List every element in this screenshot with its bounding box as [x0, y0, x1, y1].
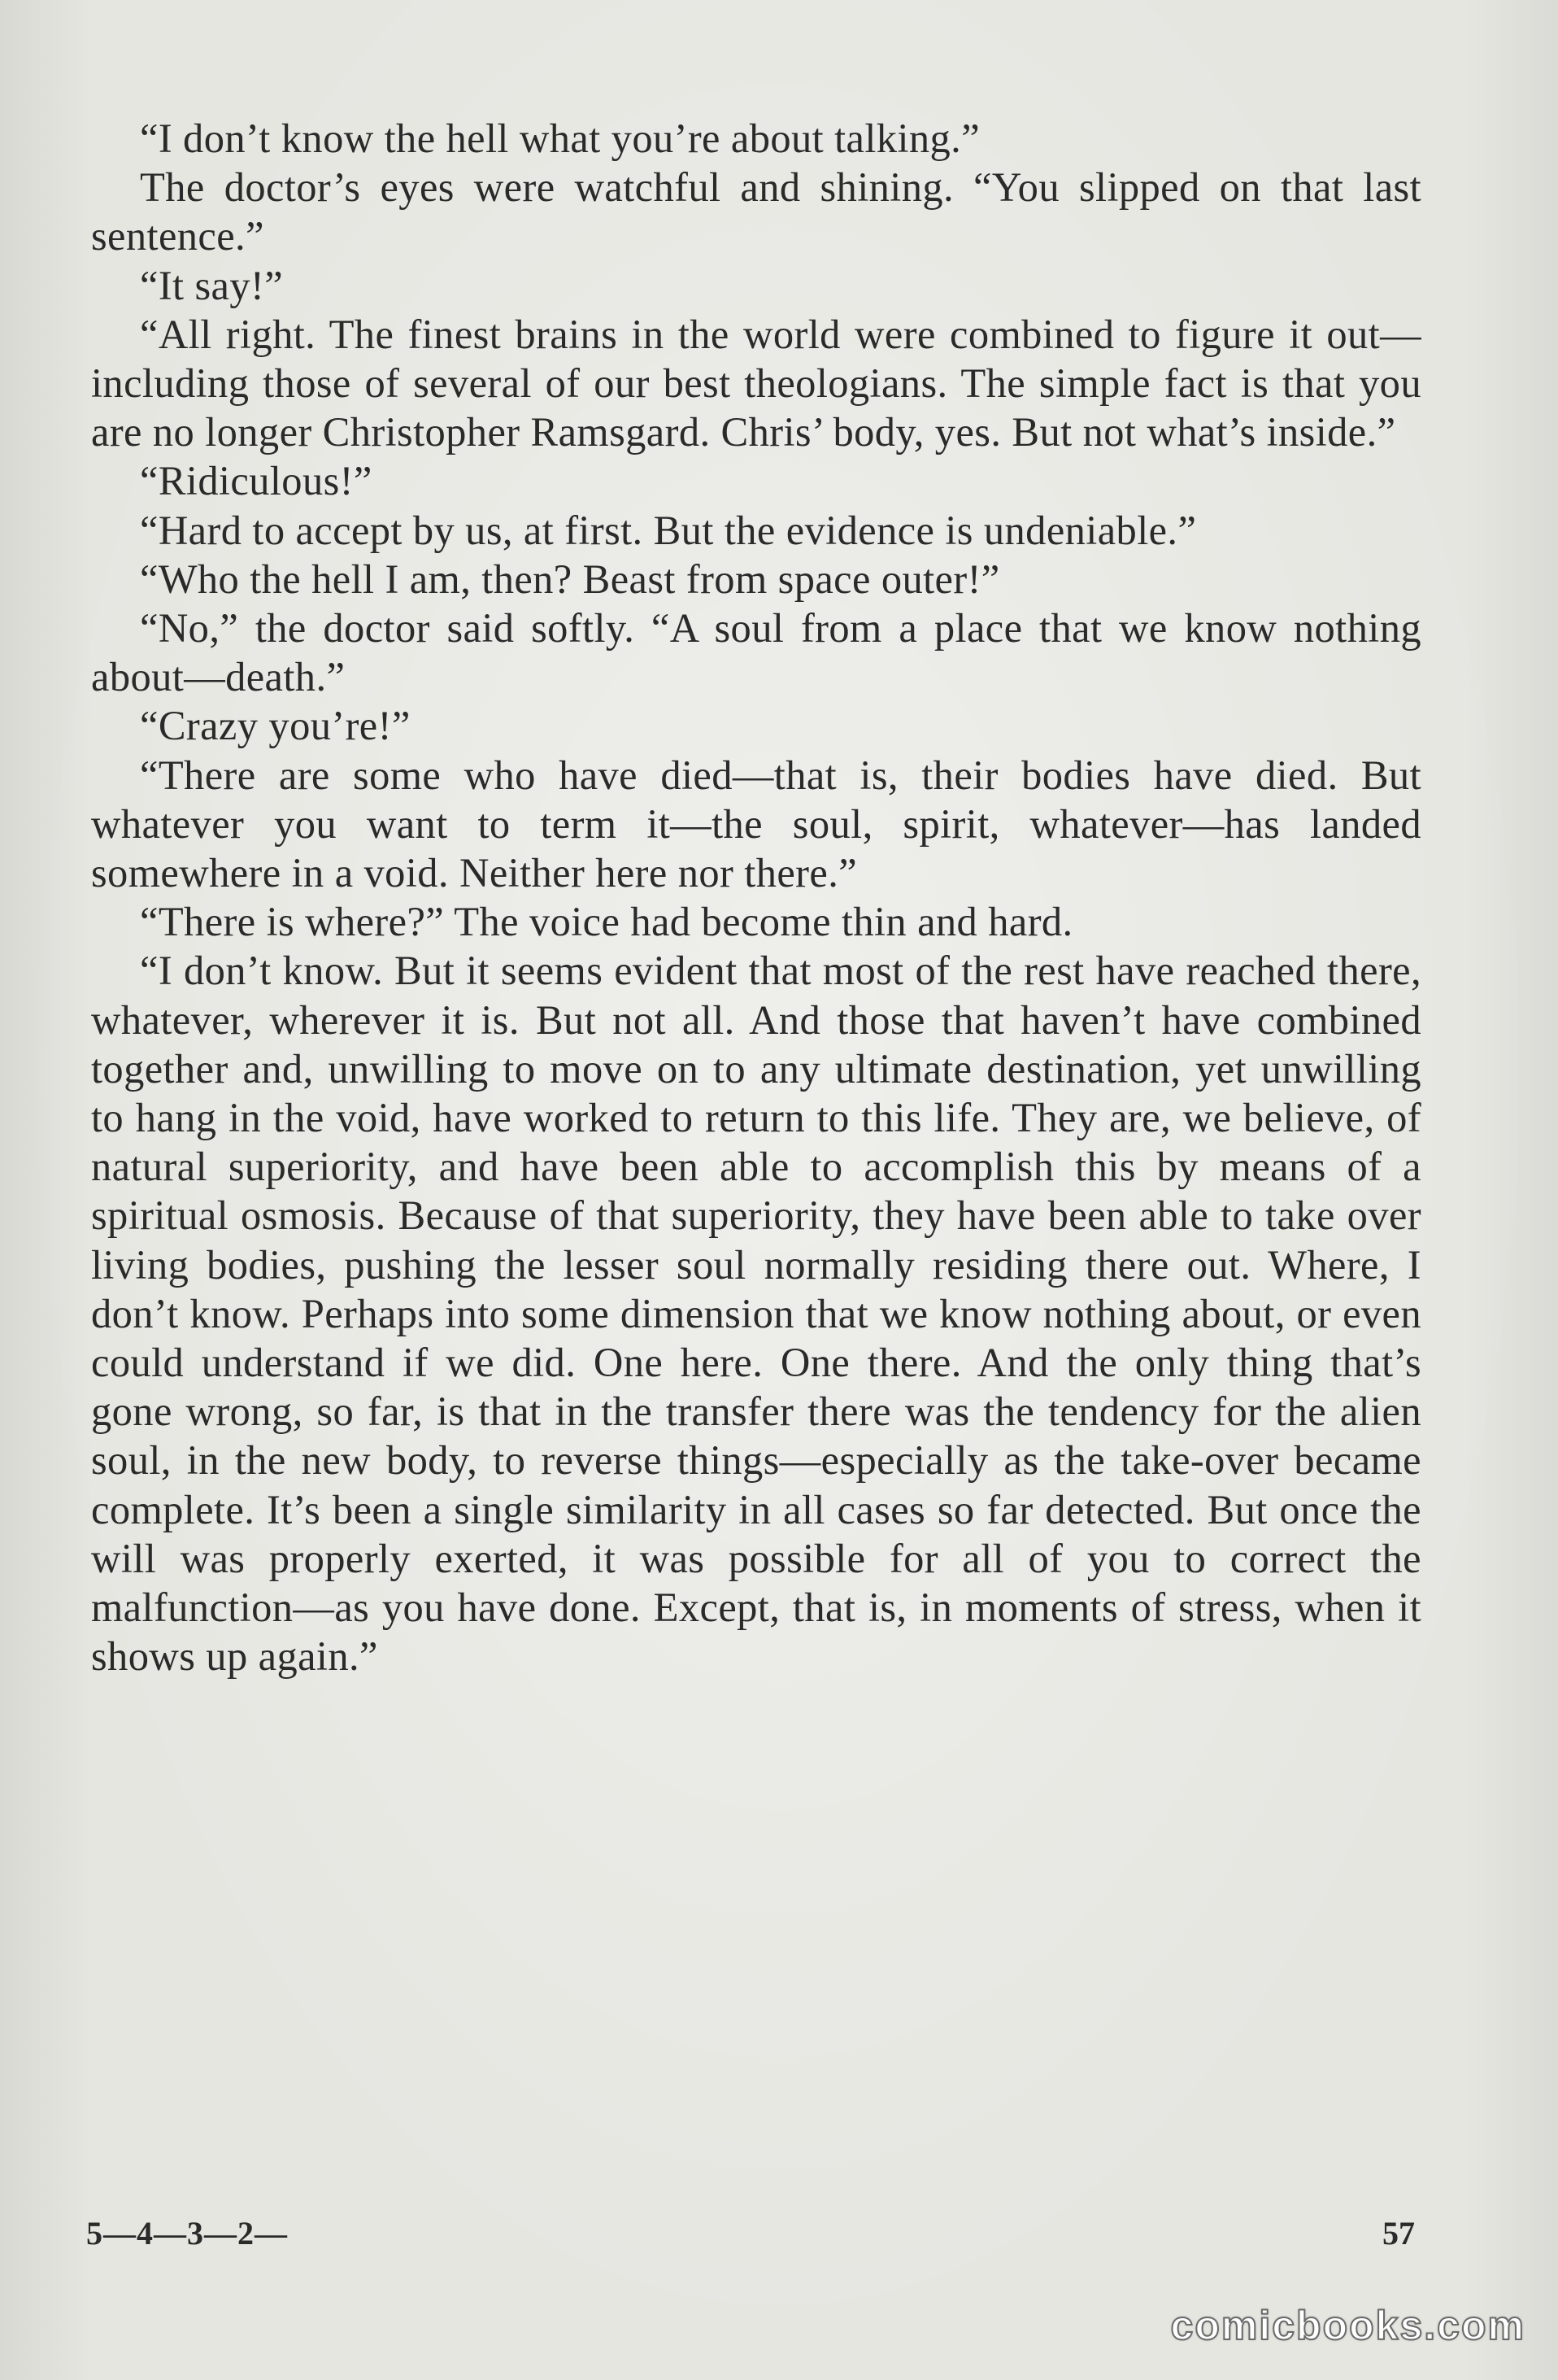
paragraph: “I don’t know. But it seems evident that most of the rest have reached there, whatever, wherever it is. But not all. And those that haven’t have combined together and, unwilling to move on to any ultimate destination, yet unwilling to hang in the void, have worked to return to this life. They are, we believe, of natural superiority, and have been able to accomplish this by means of a spiritual osmosis. Because of that superiority, they have been able to take over living bodies, pushing the lesser soul normally residing there out. Where, I don’t know. Perhaps into some dimension that we know nothing about, or even could understand if we did. One here. One there. And the only thing that’s gone wrong, so far, is that in the transfer there was the tendency for the alien soul, in the new body, to reverse things—especially as the take-over became complete. It’s been a single similarity in all cases so far detected. But once the will was properly exerted, it was possible for all of you to correct the malfunction—as you have done. Except, that is, in moments of stress, when it shows up again.”: [91, 948, 1421, 1680]
paragraph: “Hard to accept by us, at first. But the evidence is undeniable.”: [140, 507, 1197, 553]
watermark: comicbooks.com: [1170, 2303, 1525, 2348]
paragraph: “All right. The finest brains in the world were combined to figure it out—including those of several of our best theologians. The simple fact is that you are no longer Christopher Ramsgard. Chris’ body, yes. But not what’s inside.”: [91, 311, 1421, 456]
paragraph: “There is where?” The voice had become thin and hard.: [140, 899, 1073, 945]
paragraph: “There are some who have died—that is, their bodies have died. But whatever you want to term it—the soul, spirit, whatever—has landed somewhere in a void. Neither here nor there.”: [91, 752, 1421, 896]
paragraph: “It say!”: [140, 262, 284, 308]
paragraph: “No,” the doctor said softly. “A soul from a place that we know nothing about—death.”: [91, 605, 1421, 700]
paragraph: The doctor’s eyes were watchful and shining. “You slipped on that last sentence.”: [91, 164, 1421, 259]
paragraph: “I don’t know the hell what you’re about talking.”: [140, 116, 981, 161]
paragraph: “Who the hell I am, then? Beast from space outer!”: [140, 556, 1000, 602]
body-text: [91, 114, 1421, 1681]
page-number: 57: [1382, 2215, 1415, 2251]
paragraph: “Ridiculous!”: [140, 458, 372, 504]
paragraph: “Crazy you’re!”: [140, 703, 411, 749]
running-footer-title: 5—4—3—2—: [86, 2215, 288, 2251]
